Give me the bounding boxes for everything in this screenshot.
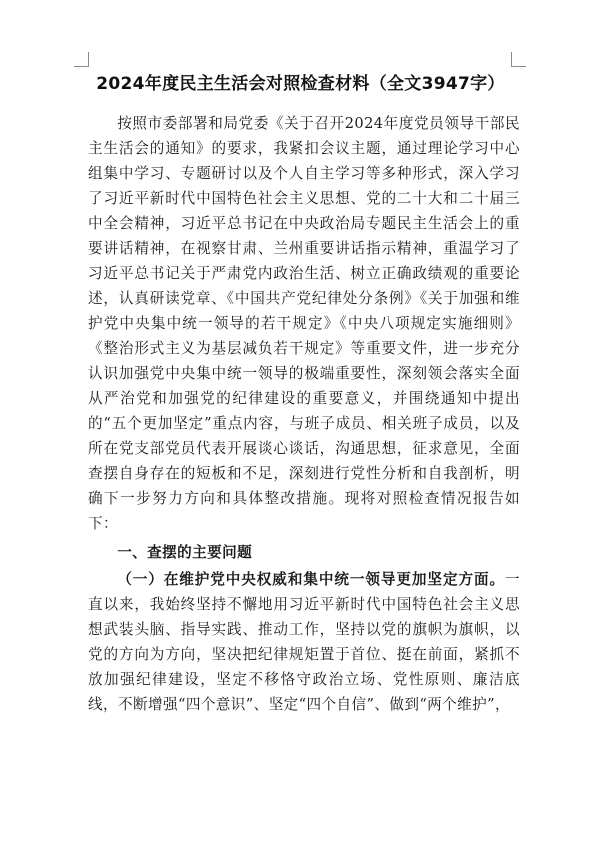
- section-heading: 一、查摆的主要问题: [117, 544, 253, 561]
- subsection-text: 一直以来，我始终坚持不懈地用习近平新时代中国特色社会主义思想武装头脑、指导实践、推动工作，坚持以党的旗帜为旗帜，以党的方向为方向，坚决把纪律规矩置于首位、挺在前面，紧抓不放加强纪律建设，坚定不移恪守政治立场、党性原则、廉洁底线，不断增强“四个意识”、坚定“四个自信”、做到“两个维护”，: [88, 571, 520, 713]
- document-title: 2024年度民主生活会对照检查材料（全文3947字）: [96, 74, 505, 94]
- intro-paragraph: 按照市委部署和局党委《关于召开2024年度党员领导干部民主生活会的通知》的要求，我紧扣会议主题，通过理论学习中心组集中学习、专题研讨以及个人自主学习等多种形式，深入学习了习近平新时代中国特色社会主义思想、党的二十大和二十届三中全会精神，习近平总书记在中央政治局专题民主生活会上的重要讲话精神，在视察甘肃、兰州重要讲话指示精神，重温学习了习近平总书记关于严肃党内政治生活、树立正确政绩观的重要论述，认真研读党章、《中国共产党纪律处分条例》《关于加强和维护党中央集中统一领导的若干规定》《中央八项规定实施细则》《整治形式主义为基层减负若干规定》等重要文件，进一步充分认识加强党中央集中统一领导的极端重要性，深刻领会落实全面从严治党和加强党的纪律建设的重要意义，并围绕通知中提出的“五个更加坚定”重点内容，与班子成员、相关班子成员，以及所在党支部党员代表开展谈心谈话，沟通思想，征求意见，全面查摆自身存在的短板和不足，深刻进行党性分析和自我剖析，明确下一步努力方向和具体整改措施。现将对照检查情况报告如下：: [88, 115, 520, 532]
- crop-mark-top-left: [74, 52, 89, 67]
- subsection-paragraph: [88, 567, 520, 717]
- subsection-heading: （一）在维护党中央权威和集中统一领导更加坚定方面。: [117, 571, 505, 588]
- document-body: [88, 111, 520, 717]
- crop-mark-top-right: [511, 52, 526, 67]
